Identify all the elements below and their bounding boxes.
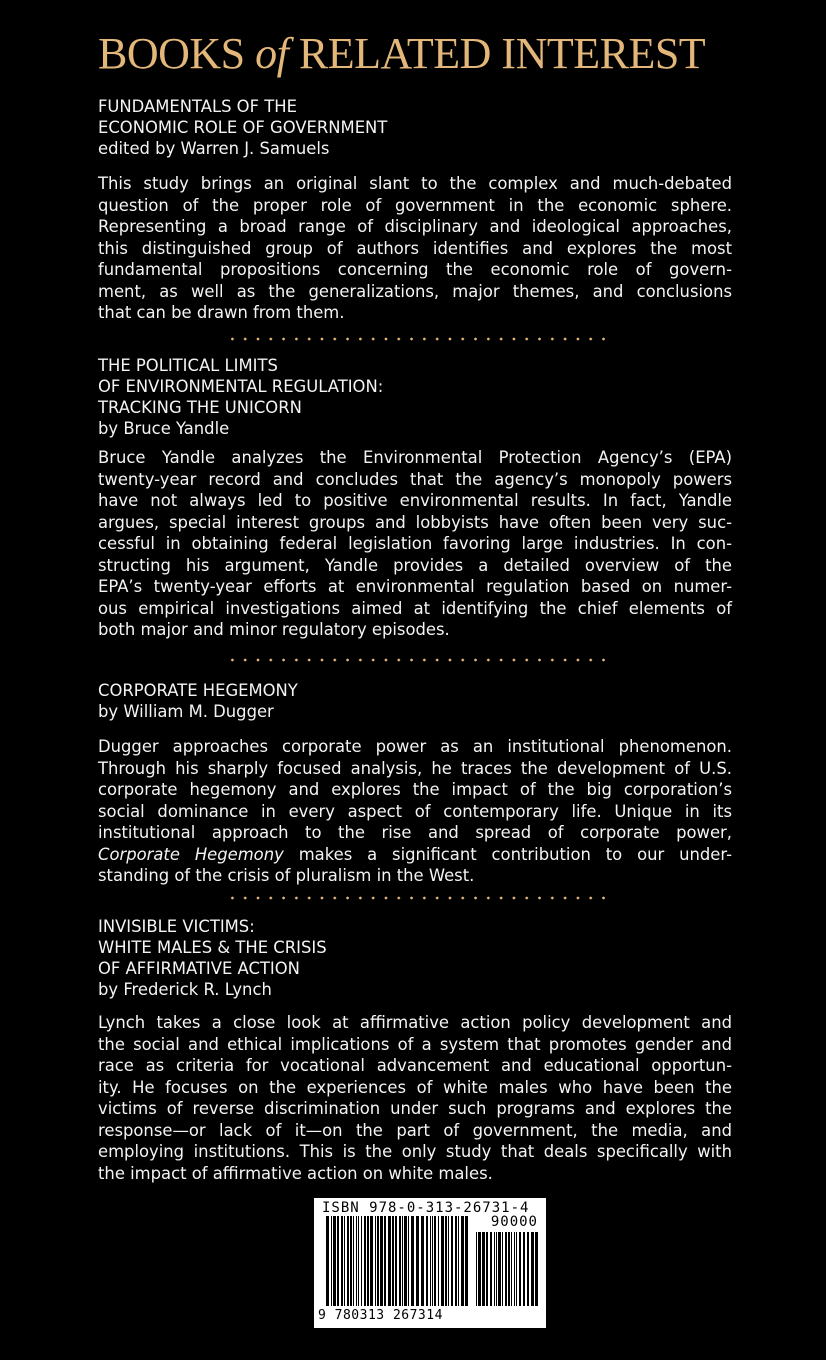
book-title [98, 96, 732, 138]
barcode-bar [523, 1232, 525, 1306]
book-title-line: FUNDAMENTALS OF THE [98, 97, 297, 116]
barcode-bar [402, 1216, 403, 1306]
description-line: race as criteria for vocational advancement and educational opportun- [98, 1056, 732, 1075]
book-author: by William M. Dugger [98, 702, 274, 721]
heading-of: of [255, 29, 289, 78]
price-code: 90000 [490, 1214, 538, 1230]
book-title-line: TRACKING THE UNICORN [98, 398, 302, 417]
barcode-bar [399, 1216, 401, 1306]
barcode-bar [434, 1216, 436, 1306]
barcode-bar [490, 1232, 492, 1306]
description-line: institutional approach to the rise and spread of corporate power, [98, 823, 732, 842]
book-description [98, 447, 732, 641]
barcode-bar [486, 1232, 488, 1306]
barcode-bar [502, 1232, 503, 1306]
barcode-bar [353, 1216, 354, 1306]
book-title-line: CORPORATE HEGEMONY [98, 681, 298, 700]
description-line: victims of reverse discrimination under such programs and explores the [98, 1099, 732, 1118]
description-line: cessful in obtaining federal legislation favoring large industries. In con- [98, 534, 732, 553]
book-title-line: THE POLITICAL LIMITS [98, 356, 278, 375]
barcode-bar [370, 1216, 373, 1306]
barcode-bar [482, 1232, 485, 1306]
book-title [98, 680, 732, 701]
description-line [98, 844, 732, 866]
barcode-bar [432, 1216, 433, 1306]
description-line: standing of the crisis of pluralism in the West. [98, 866, 475, 885]
book-entry-political-limits [98, 355, 732, 641]
description-line: have not always led to positive environmental results. In fact, Yandle [98, 491, 732, 510]
barcode-bar [377, 1216, 379, 1306]
barcode-bar [461, 1216, 464, 1306]
barcode-bar [416, 1216, 419, 1306]
barcode-bar [404, 1216, 407, 1306]
description-line: Representing a broad range of disciplinary and ideological approaches, [98, 217, 732, 236]
barcode-bar [375, 1216, 376, 1306]
barcode-bar [441, 1216, 444, 1306]
barcode-bar [356, 1216, 357, 1306]
barcode-bar [516, 1232, 517, 1306]
book-author: edited by Warren J. Samuels [98, 139, 330, 158]
description-line: the social and ethical implications of a system that promotes gender and [98, 1034, 732, 1054]
barcode-bar [519, 1232, 521, 1306]
main-barcode-bars [326, 1216, 470, 1306]
book-title-line: INVISIBLE VICTIMS: [98, 917, 255, 936]
barcode-bar [531, 1232, 534, 1306]
dotted-separator [226, 658, 606, 662]
description-line: ous empirical investigations aimed at identifying the chief elements of [98, 598, 732, 618]
description-line: structing his argument, Yandle provides a detailed overview of the [98, 555, 732, 575]
description-line: This study brings an original slant to the complex and much-debated [98, 174, 732, 193]
description-line: argues, special interest groups and lobbyists have often been very suc- [98, 512, 732, 532]
barcode-bar [367, 1216, 369, 1306]
barcode-bar [421, 1216, 424, 1306]
dotted-separator [226, 337, 606, 341]
barcode-bar [392, 1216, 394, 1306]
description-line-text: makes a significant contribution to our under- [298, 844, 732, 864]
barcode-bar [350, 1216, 352, 1306]
barcode-bar [380, 1216, 383, 1306]
barcode-bar [333, 1216, 336, 1306]
description-line: social dominance in every aspect of contemporary life. Unique in its [98, 801, 732, 821]
book-entry-corporate-hegemony [98, 680, 732, 887]
dotted-separator [226, 896, 606, 900]
section-heading [98, 28, 738, 80]
description-line: Dugger approaches corporate power as an institutional phenomenon. [98, 737, 732, 756]
description-line: question of the proper role of government in the economic sphere. [98, 195, 732, 215]
description-line: Bruce Yandle analyzes the Environmental Protection Agency’s (EPA) [98, 448, 732, 467]
barcode-bar [341, 1216, 343, 1306]
barcode-bar [498, 1232, 501, 1306]
barcode-bar [331, 1216, 332, 1306]
description-line: fundamental propositions concerning the economic role of govern- [98, 260, 732, 279]
barcode-bar [458, 1216, 459, 1306]
barcode-bar [395, 1216, 397, 1306]
book-author: by Frederick R. Lynch [98, 980, 272, 999]
barcode-bar [337, 1216, 339, 1306]
barcode-bar [535, 1232, 538, 1306]
book-author: by Bruce Yandle [98, 419, 230, 438]
description-line: EPA’s twenty-year efforts at environmental regulation based on numer- [98, 577, 732, 596]
book-description [98, 1012, 732, 1184]
barcode-bar [388, 1216, 391, 1306]
book-entry-invisible-victims [98, 916, 732, 1184]
isbn-number: ISBN 978-0-313-26731-4 [322, 1200, 530, 1216]
description-line: twenty-year record and concludes that the agency’s monopoly powers [98, 469, 732, 489]
barcode-bar [451, 1216, 453, 1306]
barcode-bar [494, 1232, 495, 1306]
barcode-bar [511, 1232, 512, 1306]
book-entry-fundamentals [98, 96, 732, 324]
barcode-bar [344, 1216, 345, 1306]
barcode-bar [430, 1216, 431, 1306]
description-line: employing institutions. This is the only study that deals specifically with [98, 1142, 732, 1161]
barcode-bar [465, 1216, 468, 1306]
description-line: corporate hegemony and explores the impact of the big corporation’s [98, 780, 732, 799]
description-line: ity. He focuses on the experiences of white males who have been the [98, 1077, 732, 1097]
heading-books: BOOKS [98, 29, 245, 78]
barcode-bar [411, 1216, 414, 1306]
addon-barcode-bars [476, 1232, 538, 1306]
barcode-bar [476, 1232, 477, 1306]
barcode-bar [358, 1216, 359, 1306]
barcode-bar [514, 1232, 515, 1306]
description-line: both major and minor regulatory episodes. [98, 620, 450, 639]
barcode-bar [445, 1216, 447, 1306]
barcode-bar [527, 1232, 529, 1306]
barcode-bar [478, 1232, 481, 1306]
barcode-bar [408, 1216, 409, 1306]
book-title-line: ECONOMIC ROLE OF GOVERNMENT [98, 118, 388, 137]
barcode-bar [326, 1216, 329, 1306]
heading-related-interest: RELATED INTEREST [298, 29, 706, 78]
italic-book-title: Corporate Hegemony [98, 844, 284, 864]
barcode-bar [347, 1216, 349, 1306]
description-line: this distinguished group of authors identifies and explores the most [98, 238, 732, 258]
description-line: that can be drawn from them. [98, 303, 345, 322]
book-title [98, 916, 732, 979]
book-title-line: OF AFFIRMATIVE ACTION [98, 959, 300, 978]
book-description [98, 173, 732, 324]
book-title-line: OF ENVIRONMENTAL REGULATION: [98, 377, 384, 396]
barcode-bar [448, 1216, 449, 1306]
barcode-bar [496, 1232, 497, 1306]
isbn-barcode [314, 1198, 546, 1328]
description-line: response—or lack of it—on the part of government, the media, and [98, 1120, 732, 1140]
barcode-bar [364, 1216, 366, 1306]
barcode-bar [384, 1216, 386, 1306]
barcode-bar [438, 1216, 439, 1306]
description-line: the impact of affirmative action on white males. [98, 1163, 493, 1183]
barcode-bar [426, 1216, 428, 1306]
book-title-line: WHITE MALES & THE CRISIS [98, 938, 327, 957]
barcode-bar [361, 1216, 362, 1306]
barcode-bar [505, 1232, 507, 1306]
description-line: Lynch takes a close look at affirmative action policy development and [98, 1013, 732, 1032]
description-line: Through his sharply focused analysis, he traces the development of U.S. [98, 758, 732, 778]
description-line: ment, as well as the generalizations, major themes, and conclusions [98, 281, 732, 301]
ean-digits: 9 780313 267314 [318, 1308, 443, 1323]
barcode-bar [508, 1232, 510, 1306]
barcode-bar [455, 1216, 457, 1306]
book-description [98, 736, 732, 887]
book-title [98, 355, 732, 418]
